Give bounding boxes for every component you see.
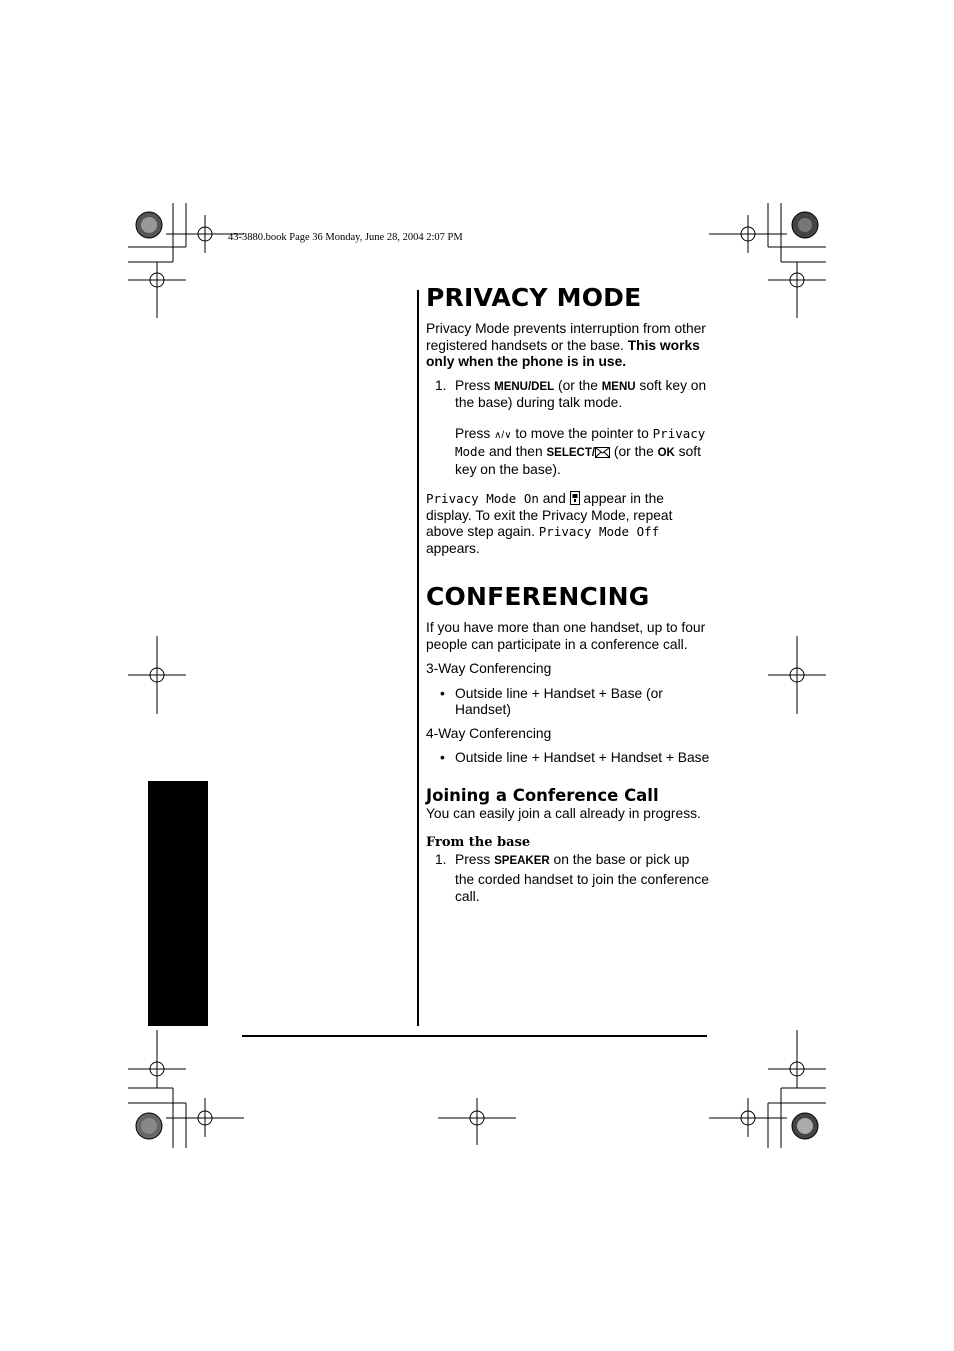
- conferencing-heading: CONFERENCING: [426, 582, 650, 611]
- registration-target: [438, 1098, 516, 1145]
- bullet-dot: •: [440, 750, 445, 765]
- privacy-intro: Privacy Mode prevents interruption from other registered handsets or the base. This works only when the phone is in use.: [426, 321, 706, 369]
- privacy-intro-note: This works only when the phone is in use.: [426, 337, 700, 369]
- step-1-part-b: Press ∧/∨ to move the pointer to Privacy Mode and then SELECT/ (or the OK soft key on the base).: [455, 425, 706, 477]
- registration-target: [768, 262, 826, 318]
- menu-del-key: MENU/DEL: [494, 380, 555, 393]
- main-column: [426, 283, 711, 906]
- select-key: SELECT/: [546, 447, 596, 459]
- registration-target: [768, 636, 826, 714]
- four-way-bullet: • Outside line + Handset + Handset + Base: [440, 750, 710, 765]
- three-way-label: 3-Way Conferencing: [426, 661, 552, 676]
- envelope-icon: [595, 447, 610, 458]
- conference-step-1: 1. Press SPEAKER on the base or pick up the corded handset to join the conference call.: [435, 852, 709, 904]
- from-the-base-heading: From the base: [426, 835, 531, 850]
- lcd-privacy-mode-off: Privacy Mode Off: [538, 524, 660, 539]
- lcd-privacy-mode-on: Privacy Mode On: [426, 491, 539, 506]
- registration-target: [709, 1098, 787, 1137]
- privacy-step-1: [426, 378, 711, 479]
- joining-conference-heading: Joining a Conference Call: [426, 785, 659, 805]
- step-number: 1.: [435, 852, 447, 867]
- registration-target: [128, 262, 186, 318]
- up-down-arrows-icon: ∧/∨: [494, 429, 512, 441]
- registration-target: [166, 1098, 244, 1137]
- column-divider: [417, 290, 419, 1026]
- bullet-dot: •: [440, 685, 445, 701]
- menu-key: MENU: [601, 380, 636, 393]
- privacy-lock-icon: [570, 491, 580, 505]
- lcd-privacy-mode: Privacy Mode: [455, 425, 706, 459]
- joining-intro: You can easily join a call already in progress.: [426, 805, 701, 821]
- print-header-stamp: 43-3880.book Page 36 Monday, June 28, 2004 2:07 PM: [228, 232, 463, 243]
- four-way-label: 4-Way Conferencing: [426, 725, 552, 741]
- chapter-side-tab: [148, 781, 208, 1026]
- step-number: 1.: [435, 377, 447, 393]
- footer-rule: [242, 1035, 707, 1037]
- speaker-key: SPEAKER: [494, 855, 550, 867]
- privacy-mode-heading: PRIVACY MODE: [426, 283, 642, 312]
- step-1-part-a: Press MENU/DEL (or the MENU soft key on the base) during talk mode.: [455, 377, 707, 410]
- three-way-bullet: • Outside line + Handset + Base (or Handset): [440, 685, 663, 717]
- conferencing-intro: If you have more than one handset, up to four people can participate in a conference call.: [426, 620, 706, 652]
- registration-target: [768, 1030, 826, 1088]
- registration-target: [128, 636, 186, 714]
- registration-target: [128, 1030, 186, 1088]
- privacy-result: Privacy Mode On and appear in the display. To exit the Privacy Mode, repeat above step again. Privacy Mode Off appears.: [426, 491, 673, 556]
- ok-key: OK: [657, 447, 675, 459]
